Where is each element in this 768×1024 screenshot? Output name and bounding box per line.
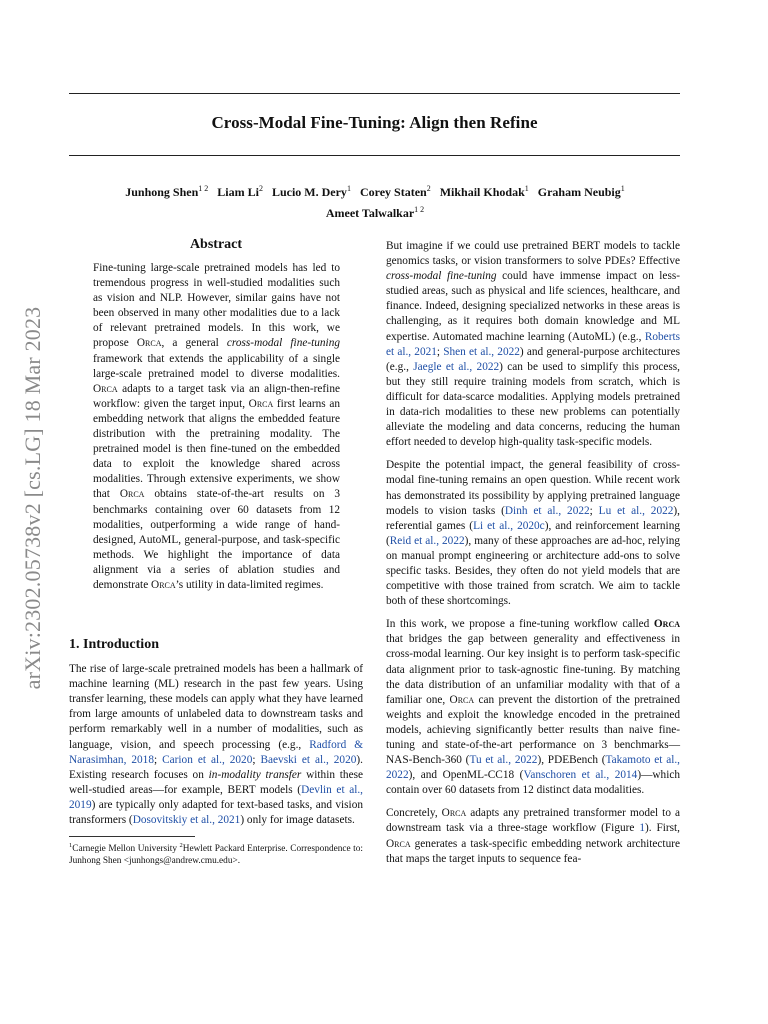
author bbox=[272, 185, 351, 199]
author-name: Liam Li bbox=[217, 185, 259, 199]
author bbox=[440, 185, 529, 199]
emphasis: cross-modal fine-tuning bbox=[386, 270, 497, 283]
author-affiliation: 2 bbox=[258, 184, 263, 193]
citation-link[interactable]: Dosovitskiy et al., 2021 bbox=[132, 814, 241, 826]
paper-title: Cross-Modal Fine-Tuning: Align then Refine bbox=[211, 113, 538, 132]
emphasis: in-modality transfer bbox=[208, 768, 302, 781]
method-name: Orca bbox=[93, 382, 118, 395]
author-name: Graham Neubig bbox=[537, 185, 621, 199]
left-column bbox=[69, 237, 363, 867]
intro-paragraph-4: In this work, we propose a fine-tuning workflow called Orca that bridges the gap between generality and effectiveness in cross-modal learning. Our key insight is to perform task-specific data alignment prior to task-agnostic fine-tuning. By matching the data distribution of an unfamiliar modality with that of a familiar one, Orca can prevent the distortion of the pretrained weights and exploit the knowledge encoded in the pretrained models, achieving significantly better results than naive fine-tuning and state-of-the-art performance on 3 benchmarks—NAS-Bench-360 (Tu et al., 2022), PDEBench (Takamoto et al., 2022), and OpenML-CC18 (Vanschoren et al., 2014)—which contain over 60 datasets from 12 distinct data modalities. bbox=[386, 618, 680, 797]
author-name: Ameet Talwalkar bbox=[325, 206, 415, 220]
method-name: Orca bbox=[248, 397, 274, 410]
intro-paragraph-1: The rise of large-scale pretrained models has been a hallmark of machine learning (ML) research in the past few years. Using transfer learning, these models can apply what they have learned from large amounts of unlabeled data to downstream tasks and perform remarkably well in a number of modalities, such as language, vision, and speech processing (e.g., Radford & Narasimhan, 2018; Carion et al., 2020; Baevski et al., 2020). Existing research focuses on in-modality transfer within these well-studied areas—for example, BERT models (Devlin et al., 2019) are typically only adapted for text-based tasks, and vision transformers (Dosovitskiy et al., 2021) only for image datasets. bbox=[69, 663, 364, 826]
author-name: Corey Staten bbox=[359, 185, 427, 199]
author-affiliation: 1 bbox=[620, 184, 625, 193]
author bbox=[538, 185, 625, 199]
author-list bbox=[80, 180, 670, 222]
citation-link[interactable]: Lu et al., 2022 bbox=[598, 504, 674, 517]
citation-link[interactable]: Devlin et al., 2019 bbox=[69, 783, 363, 811]
arxiv-identifier-stamp[interactable]: arXiv:2302.05738v2 [cs.LG] 18 Mar 2023 bbox=[20, 306, 45, 690]
method-name: Orca bbox=[441, 807, 467, 820]
author-name: Junhong Shen bbox=[125, 185, 199, 199]
method-name: Orca bbox=[151, 578, 176, 591]
emphasis: cross-modal fine-tuning bbox=[226, 337, 340, 350]
affiliation-footnote: $^1$Carnegie Mellon University $^2$Hewlett Packard Enterprise. Correspondence to: Junhong Shen <junhongs@andrew.cmu.edu>. bbox=[69, 842, 363, 867]
author-name: Mikhail Khodak bbox=[439, 185, 525, 199]
method-name: Orca bbox=[386, 837, 411, 850]
method-name: Orca bbox=[449, 693, 475, 706]
citation-link[interactable]: Carion et al., 2020 bbox=[162, 753, 253, 766]
author bbox=[326, 206, 424, 220]
intro-paragraph-3: Despite the potential impact, the general feasibility of cross-modal fine-tuning remains an open question. While recent work has demonstrated its possibility by applying pretrained language models to vision tasks (Dinh et al., 2022; Lu et al., 2022), referential games (Li et al., 2020c), and reinforcement learning (Reid et al., 2022), many of these approaches are ad-hoc, relying on manual prompt engineering or architecture add-ons to solve specific tasks. Besides, they often do not yield models that are competitive with those trained from scratch. We aim to tackle both of these shortcomings. bbox=[386, 459, 681, 608]
citation-link[interactable]: Li et al., 2020c bbox=[473, 519, 545, 532]
right-column bbox=[386, 239, 680, 867]
citation-link[interactable]: Tu et al., 2022 bbox=[469, 754, 538, 767]
citation-link[interactable]: Reid et al., 2022 bbox=[389, 534, 465, 547]
section-heading-introduction: 1. Introduction bbox=[69, 637, 159, 653]
title-top-rule bbox=[69, 93, 680, 94]
citation-link[interactable]: Roberts et al., 2021 bbox=[386, 330, 680, 358]
author bbox=[217, 185, 263, 199]
citation-link[interactable]: Radford & Narasimhan, 2018 bbox=[69, 738, 363, 766]
title-bottom-rule bbox=[69, 155, 680, 156]
footnote-rule bbox=[69, 836, 195, 837]
method-name: Orca bbox=[653, 618, 680, 631]
intro-paragraph-5: Concretely, Orca adapts any pretrained transformer model to a downstream task via a three-stage workflow (Figure 1). First, Orca generates a task-specific embedding network architecture that maps the target inputs to sequence fea- bbox=[386, 807, 681, 865]
citation-link[interactable]: Jaegle et al., 2022 bbox=[413, 360, 500, 373]
figure-reference-link[interactable]: 1 bbox=[639, 822, 645, 835]
abstract-body: Fine-tuning large-scale pretrained models has led to tremendous progress in well-studied modalities such as vision and NLP. However, similar gains have not been observed in many other modalities due to a lack of relevant pretrained models. In this work, we propose Orca, a general cross-modal fine-tuning framework that extends the applicability of a single large-scale pretrained model to diverse modalities. Orca adapts to a target task via an align-then-refine workflow: given the target input, Orca first learns an embedding network that aligns the embedded feature distribution with the pretraining modality. The pretrained model is then fine-tuned on the embedded data to exploit the knowledge shared across modalities. Through extensive experiments, we show that Orca obtains state-of-the-art results on 3 benchmarks containing over 60 datasets from 12 modalities, outperforming a wide range of hand-designed, AutoML, general-purpose, and task-specific methods. We highlight the importance of data alignment via a series of ablation studies and demonstrate Orca’s utility in data-limited regimes. bbox=[93, 262, 341, 591]
citation-link[interactable]: Shen et al., 2022 bbox=[443, 345, 520, 358]
author-affiliation: 1 bbox=[524, 184, 529, 193]
citation-link[interactable]: Takamoto et al., 2022 bbox=[386, 754, 680, 782]
author bbox=[125, 185, 208, 199]
author-affiliation: 1 bbox=[346, 184, 351, 193]
citation-link[interactable]: Baevski et al., 2020 bbox=[260, 753, 357, 766]
author-name: Lucio M. Dery bbox=[271, 185, 347, 199]
author-affiliation: 2 bbox=[426, 184, 431, 193]
intro-paragraph-2: But imagine if we could use pretrained BERT models to tackle genomics tasks, or vision transformers to solve PDEs? Effective cross-modal fine-tuning could have immense impact on less-studied areas, such as physical and life sciences, healthcare, and finance. Indeed, designing specialized networks in these areas is challenging, as it requires both domain knowledge and ML expertise. Automated machine learning (AutoML) (e.g., Roberts et al., 2021; Shen et al., 2022) and general-purpose architectures (e.g., Jaegle et al., 2022) can be used to simplify this process, but they still require training models from scratch, which is difficult for data-scarce modalities. Applying models pretrained in data-rich modalities to these new problems can potentially alleviate the modeling and data concerns, reducing the human effort needed to develop high-quality task-specific models. bbox=[386, 240, 680, 449]
abstract-heading: Abstract bbox=[189, 237, 243, 252]
citation-link[interactable]: Vanschoren et al., 2014 bbox=[523, 769, 638, 782]
author-affiliation: 1 2 bbox=[198, 184, 209, 193]
method-name: Orca bbox=[136, 337, 162, 350]
author-affiliation: 1 2 bbox=[414, 205, 425, 214]
author bbox=[360, 185, 431, 199]
method-name: Orca bbox=[119, 488, 145, 501]
citation-link[interactable]: Dinh et al., 2022 bbox=[504, 504, 590, 517]
